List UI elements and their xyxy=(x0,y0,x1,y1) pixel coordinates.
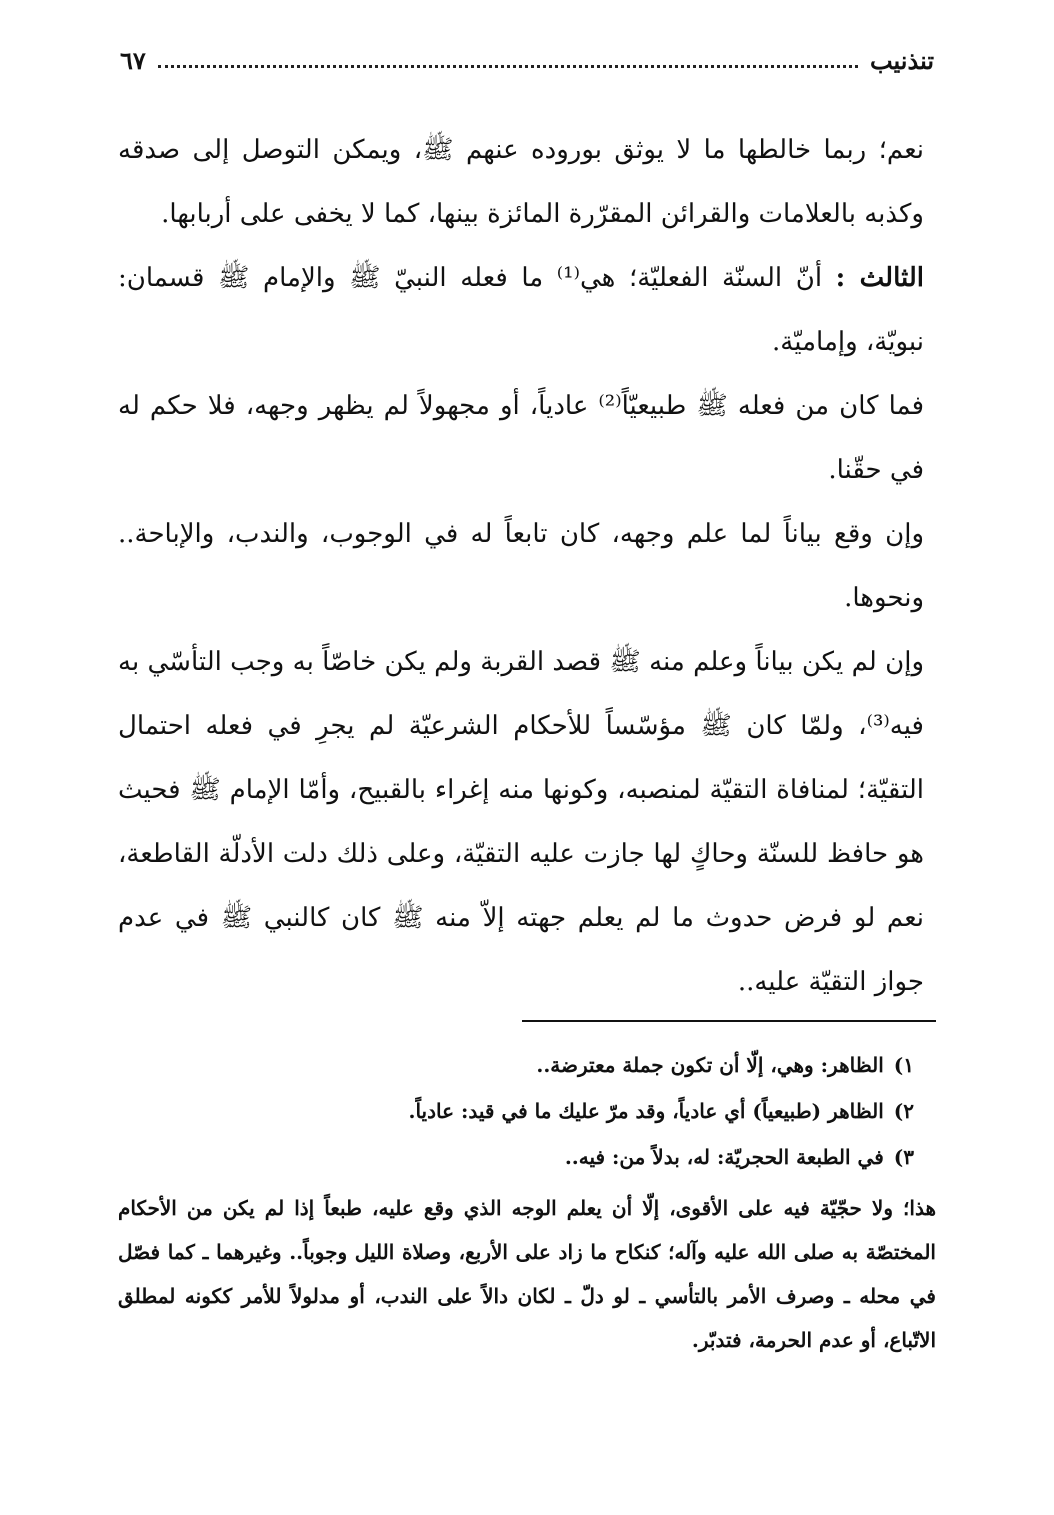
paragraph-5: وإن لم يكن بياناً وعلم منه ﷺ قصد القربة ولم يكن خاصّاً به وجب التأسّي به فيه⁽³⁾، ولمّا كان ﷺ مؤسّساً للأحكام الشرعيّة لم يجرِ في فعله احتمال التقيّة؛ لمنافاة التقيّة لمنصبه، وكونها منه إغراء بالقبيح، وأمّا الإمام ﷺ فحيث هو حافظ للسنّة وحاكٍ لها جازت عليه التقيّة، وعلى ذلك دلت الأدلّة القاطعة، نعم لو فرض حدوث ما لم يعلم جهته إلاّ منه ﷺ كان كالنبي ﷺ في عدم جواز التقيّة عليه.. xyxy=(118,647,924,997)
footnote-3-continuation: هذا؛ ولا حجّيّة فيه على الأقوى، إلّا أن يعلم الوجه الذي وقع عليه، طبعاً إذا لم يكن من الأحكام المختصّة به صلى الله عليه وآله؛ كنكاح ما زاد على الأربع، وصلاة الليل وجوباً.. وغيرهما ـ كما فصّل في محله ـ وصرف الأمر بالتأسي ـ لو دلّ ـ لكان دالاً على الندب، أو مدلولاً للأمر ككونه لمطلق الاتّباع، أو عدم الحرمة، فتدبّر. xyxy=(118,1196,936,1352)
footnote-1 xyxy=(118,1042,914,1088)
footnote-separator xyxy=(522,1020,936,1022)
footnotes xyxy=(118,1042,936,1362)
footnote-3 xyxy=(118,1134,914,1180)
running-title: تنذنيب xyxy=(869,45,934,75)
paragraph-2-text: أنّ السنّة الفعليّة؛ هي⁽¹⁾ ما فعله النبيّ ﷺ والإمام ﷺ قسمان: نبويّة، وإماميّة. xyxy=(118,263,924,357)
dotted-leader xyxy=(158,65,858,68)
paragraph-4: وإن وقع بياناً لما علم وجهه، كان تابعاً له في الوجوب، والندب، والإباحة.. ونحوها. xyxy=(118,519,924,613)
page-header xyxy=(120,40,934,80)
paragraph-3: فما كان من فعله ﷺ طبيعيّاً⁽²⁾ عادياً، أو مجهولاً لم يظهر وجهه، فلا حكم له في حقّنا. xyxy=(118,391,924,485)
footnote-text: في الطبعة الحجريّة: له، بدلاً من: فيه.. xyxy=(564,1145,884,1169)
footnote-text: الظاهر (طبيعياً) أي عادياً، وقد مرّ عليك ما في قيد: عادياً. xyxy=(408,1099,884,1123)
footnote-number: ٣) xyxy=(893,1145,914,1169)
paragraph-2-label: الثالث : xyxy=(835,263,924,293)
footnote-number: ١) xyxy=(893,1053,914,1077)
paragraph-1: نعم؛ ربما خالطها ما لا يوثق بوروده عنهم ﷺ، ويمكن التوصل إلى صدقه وكذبه بالعلامات والقرائن المقرّرة المائزة بينها، كما لا يخفى على أربابها. xyxy=(118,135,924,229)
footnote-text: الظاهر: وهي، إلّا أن تكون جملة معترضة.. xyxy=(536,1053,884,1077)
paragraph-2 xyxy=(118,246,924,374)
page-number: ٦٧ xyxy=(120,45,146,75)
footnote-number: ٢) xyxy=(893,1099,914,1123)
footnote-2 xyxy=(118,1088,914,1134)
main-text xyxy=(118,118,924,1014)
